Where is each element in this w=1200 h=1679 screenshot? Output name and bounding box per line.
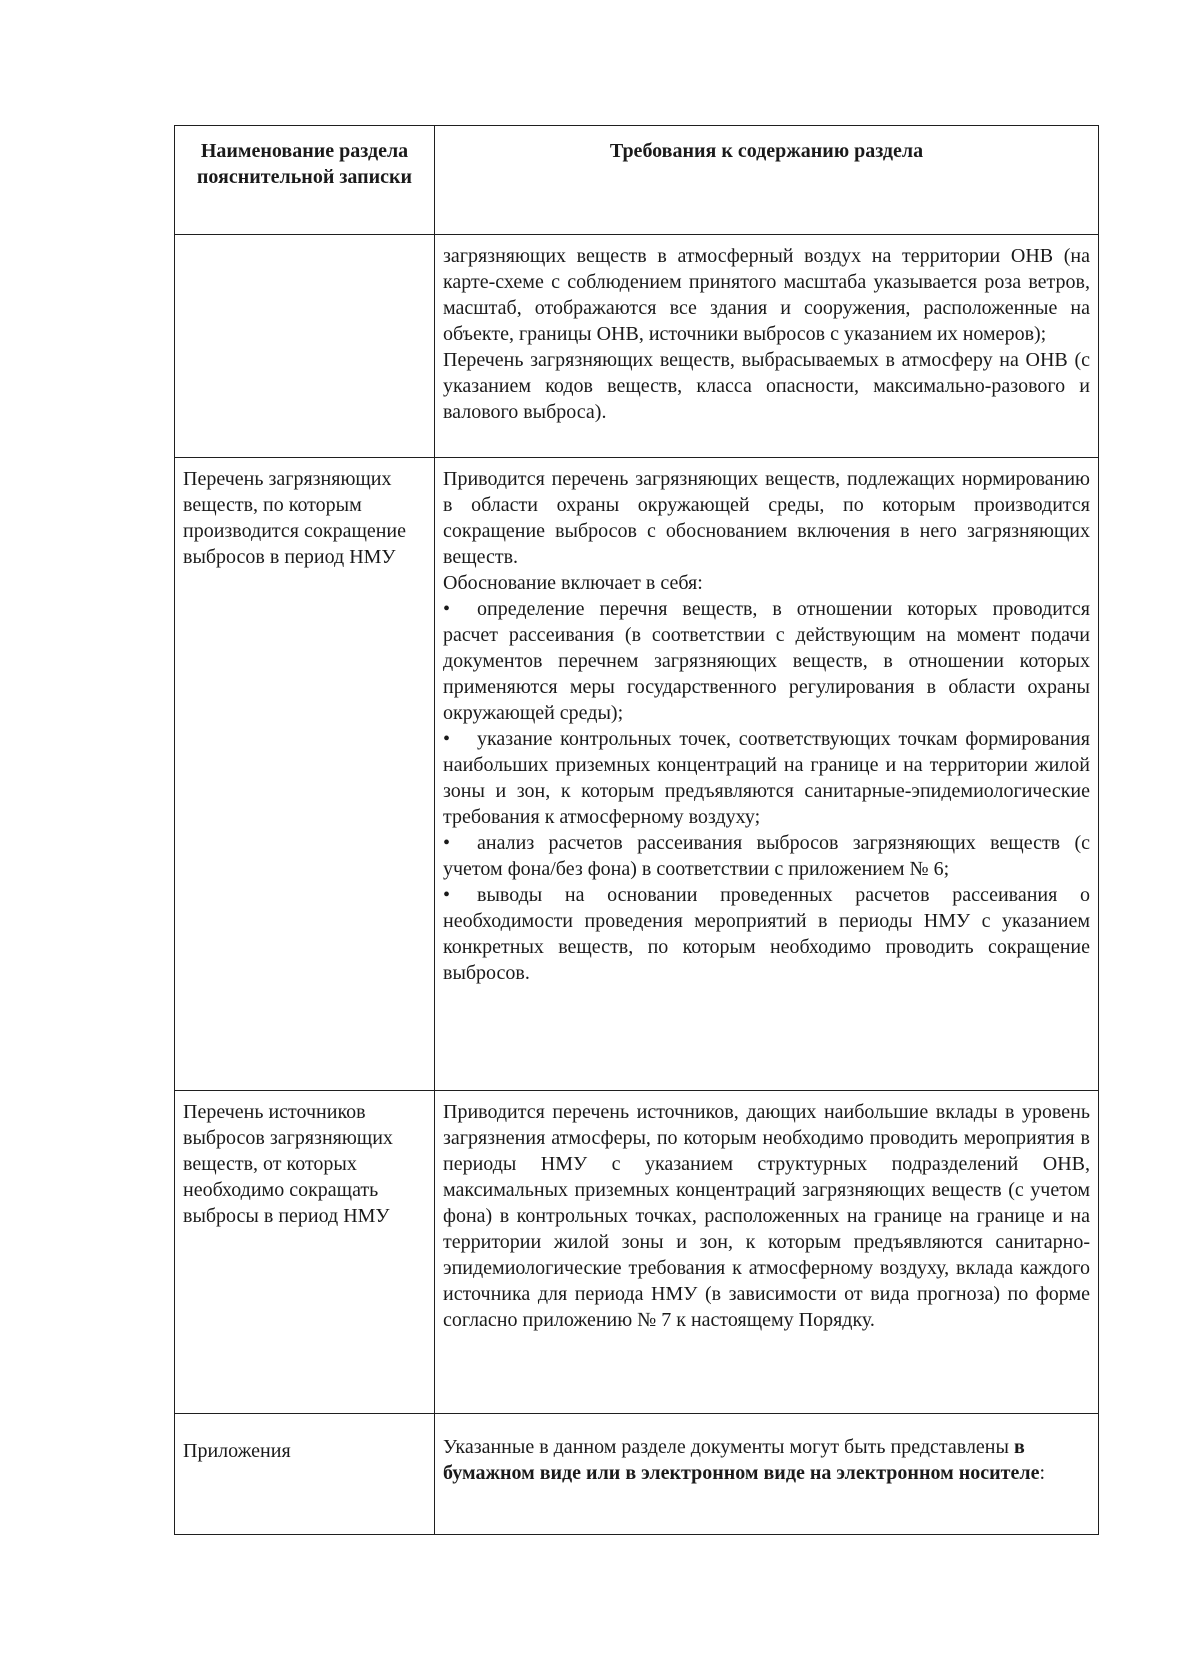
table-row xyxy=(175,1091,1099,1414)
header-section-name: Наименование раздела пояснительной записки xyxy=(175,126,435,235)
list-item xyxy=(443,830,1090,882)
bullet-icon: • xyxy=(443,832,451,854)
appendix-text: Указанные в данном разделе документы могут быть представлены xyxy=(443,1436,1014,1458)
list-item-text: анализ расчетов рассеивания выбросов загрязняющих веществ (с учетом фона/без фона) в соответствии с приложением № 6; xyxy=(443,832,1090,880)
list-item-text: указание контрольных точек, соответствующих точкам формирования наибольших приземных концентраций на границе и на территории жилой зоны и зон, к которым предъявляются санитарные-эпидемиологические требования к атмосферному воздуху; xyxy=(443,728,1090,828)
table-row xyxy=(175,458,1099,1091)
section-name-cell xyxy=(175,235,435,458)
section-requirements-cell xyxy=(435,235,1099,458)
paragraph: Приводится перечень источников, дающих наибольшие вклады в уровень загрязнения атмосферы, по которым необходимо проводить мероприятия в периоды НМУ с указанием структурных подразделений ОНВ, максимальных приземных концентраций загрязняющих веществ (с учетом фона) в контрольных точках, расположенных на границе на границе и на территории жилой зоны и зон, к которым предъявляются санитарно-эпидемиологические требования к атмосферному воздуху, вклада каждого источника для периода НМУ (в зависимости от вида прогноза) по форме согласно приложению № 7 к настоящему Порядку. xyxy=(443,1101,1090,1331)
requirements-table xyxy=(174,125,1099,1535)
paragraph: Приводится перечень загрязняющих веществ, подлежащих нормированию в области охраны окружающей среды, по которым производится сокращение выбросов с обоснованием включения в него загрязняющих веществ. xyxy=(443,468,1090,568)
list-item-text: выводы на основании проведенных расчетов рассеивания о необходимости проведения мероприятий в периоды НМУ с указанием конкретных веществ, по которым необходимо проводить сокращение выбросов. xyxy=(443,884,1090,984)
bullet-icon: • xyxy=(443,598,451,620)
section-requirements-cell xyxy=(435,1091,1099,1414)
appendix-text-end: : xyxy=(1039,1462,1046,1484)
list-item xyxy=(443,596,1090,726)
appendix-text-bold: в бумажном виде или в электронном виде на электронном носителе xyxy=(443,1436,1040,1484)
section-name-cell: Перечень загрязняющих веществ, по которым производится сокращение выбросов в период НМУ xyxy=(175,458,435,1091)
section-requirements-cell xyxy=(435,1414,1099,1535)
header-section-requirements: Требования к содержанию раздела xyxy=(435,126,1099,235)
table-row xyxy=(175,235,1099,458)
paragraph: Обоснование включает в себя: xyxy=(443,572,703,594)
paragraph: загрязняющих веществ в атмосферный воздух на территории ОНВ (на карте-схеме с соблюдением принятого масштаба указывается роза ветров, масштаб, отображаются все здания и сооружения, расположенные на объекте, границы ОНВ, источники выбросов с указанием их номеров); xyxy=(443,245,1090,345)
bullet-icon: • xyxy=(443,884,451,906)
table-row xyxy=(175,1414,1099,1535)
paragraph: Перечень загрязняющих веществ, выбрасываемых в атмосферу на ОНВ (с указанием кодов веществ, класса опасности, максимально-разового и валового выброса). xyxy=(443,349,1090,423)
table-header-row xyxy=(175,126,1099,235)
list-item-text: определение перечня веществ, в отношении которых проводится расчет рассеивания (в соответствии с действующим на момент подачи документов перечнем загрязняющих веществ, в отношении которых применяются меры государственного регулирования в области охраны окружающей среды); xyxy=(443,598,1090,724)
bullet-icon: • xyxy=(443,728,451,750)
list-item xyxy=(443,726,1090,830)
list-item xyxy=(443,882,1090,986)
section-requirements-cell xyxy=(435,458,1099,1091)
section-name-cell: Перечень источников выбросов загрязняющих веществ, от которых необходимо сокращать выбросы в период НМУ xyxy=(175,1091,435,1414)
section-name-cell: Приложения xyxy=(175,1414,435,1535)
